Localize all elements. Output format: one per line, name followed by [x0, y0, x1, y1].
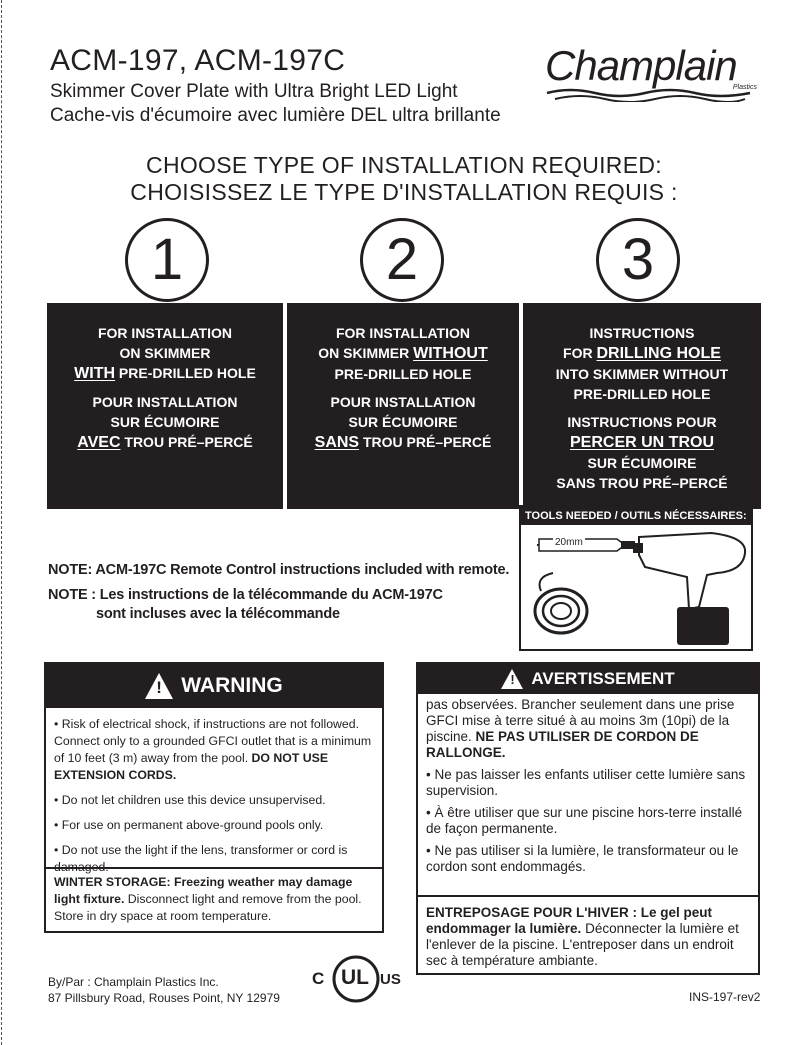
- cul-us-logo: [312, 945, 402, 1015]
- avertissement-box: [416, 662, 760, 975]
- option-1-fr-line3: [47, 432, 283, 453]
- avertissement-title: AVERTISSEMENT: [531, 669, 675, 688]
- ul-left-text: C: [312, 969, 325, 988]
- avertissement-bullet-3a: • À être utiliser que sur une piscine hors-terre installé: [426, 805, 743, 820]
- document-id: INS-197-rev2: [689, 990, 761, 1004]
- option-2-fr-line3: [287, 432, 519, 453]
- option-2-panel: [287, 303, 519, 509]
- option-2-fr-line1: POUR INSTALLATION: [330, 394, 476, 410]
- warning-bullet-1-text: • Risk of electrical shock, if instructions are not followed. Connect only to a grounded GFCI outlet that is a minimum of 10 feet (3 m) away from the pool.: [54, 717, 372, 765]
- warning-header: [46, 664, 382, 708]
- warning-bullet-3: • For use on permanent above-ground pools only.: [54, 818, 324, 832]
- option-2-fr-line3-rest: TROU PRÉ–PERCÉ: [359, 434, 492, 450]
- avertissement-bullet-1-text: pas observées. Brancher seulement dans une prise GFCI mise à terre situé à au moins 3m (10pi) de la piscine.: [426, 697, 735, 744]
- option-3-fr-line4: SANS TROU PRÉ–PERCÉ: [556, 475, 728, 491]
- tools-needed-box: [519, 505, 753, 651]
- option-1-fr-line3-rest: TROU PRÉ–PERCÉ: [120, 434, 253, 450]
- champlain-logo: [545, 42, 765, 102]
- logo-waves-icon: [545, 88, 760, 102]
- winter-storage-french-bold: ENTREPOSAGE POUR L'HIVER : Le gel peut endommager la lumière.: [426, 905, 712, 936]
- option-1-en-line1: FOR INSTALLATION: [97, 325, 233, 341]
- subtitle-french: Cache-vis d'écumoire avec lumière DEL ultra brillante: [50, 105, 501, 126]
- option-2-en-emphasis: WITHOUT: [413, 345, 488, 362]
- option-2-en-line3: PRE-DRILLED HOLE: [334, 366, 472, 382]
- avertissement-body: [418, 694, 758, 875]
- option-2-fr-line2: SUR ÉCUMOIRE: [348, 414, 458, 430]
- avertissement-triangle-icon: !: [501, 669, 523, 689]
- option-1-fr-line1: POUR INSTALLATION: [92, 394, 238, 410]
- option-3-panel: [523, 303, 761, 509]
- avertissement-bullet-3b: de façon permanente.: [426, 821, 558, 836]
- option-3-en-line4: PRE-DRILLED HOLE: [573, 386, 711, 402]
- warning-bullet-4: • Do not use the light if the lens, transformer or cord is damaged.: [54, 843, 348, 874]
- warning-box: [44, 662, 384, 933]
- company-address: 87 Pillsbury Road, Rouses Point, NY 12979: [48, 991, 280, 1005]
- option-2-en-line1: FOR INSTALLATION: [335, 325, 471, 341]
- ul-right-text: US: [380, 971, 401, 988]
- option-3-fr-line3: SUR ÉCUMOIRE: [587, 455, 697, 471]
- warning-bullet-1-bold: DO NOT USE EXTENSION CORDS.: [54, 751, 329, 782]
- ul-mid-text: UL: [341, 966, 369, 989]
- option-1-en-emphasis: WITH: [74, 365, 116, 382]
- choose-heading-french: CHOISISSEZ LE TYPE D'INSTALLATION REQUIS :: [130, 179, 678, 205]
- winter-storage-text: Disconnect light and remove from the pool. Store in dry space at room temperature.: [54, 892, 362, 923]
- note-french-line1: NOTE : Les instructions de la télécommande du ACM-197C: [48, 587, 443, 603]
- option-1-fr-emphasis: AVEC: [77, 434, 121, 451]
- choose-heading-english: CHOOSE TYPE OF INSTALLATION REQUIRED:: [146, 152, 662, 178]
- warning-bullet-1: [54, 716, 374, 784]
- option-3-en-line3: INTO SKIMMER WITHOUT: [555, 366, 729, 382]
- warning-triangle-icon: !: [145, 673, 173, 699]
- tools-heading: TOOLS NEEDED / OUTILS NÉCESSAIRES:: [521, 507, 751, 525]
- note-french-line2: sont incluses avec la télécommande: [96, 606, 340, 622]
- subtitle-english: Skimmer Cover Plate with Ultra Bright LED Light: [50, 81, 458, 102]
- avertissement-bullet-2: • Ne pas laisser les enfants utiliser cette lumière sans supervision.: [426, 767, 746, 798]
- option-2-en-line2: [287, 343, 519, 364]
- warning-body: [46, 708, 382, 876]
- avertissement-bullet-1-bold: NE PAS UTILISER DE CORDON DE RALLONGE.: [426, 729, 699, 760]
- avertissement-bullet-3: [426, 805, 750, 837]
- option-3-en-line1: INSTRUCTIONS: [589, 325, 695, 341]
- option-3-en-line2: [523, 343, 761, 364]
- winter-storage: [46, 867, 382, 931]
- option-2-en-line2-pre: ON SKIMMER: [318, 345, 414, 361]
- option-3-en-line2-pre: FOR: [563, 345, 597, 361]
- option-2-number: 2: [360, 218, 444, 302]
- avertissement-bullet-1: [426, 697, 750, 761]
- winter-storage-french-text: Déconnecter la lumière et l'enlever de la piscine. L'entreposer dans un endroit sec à température ambiante.: [426, 921, 739, 968]
- note-english: NOTE: ACM-197C Remote Control instructions included with remote.: [48, 562, 510, 578]
- option-3-fr-emphasis: PERCER UN TROU: [569, 434, 714, 451]
- model-title: ACM-197, ACM-197C: [50, 44, 346, 77]
- option-1-panel: [47, 303, 283, 509]
- winter-storage-french: [418, 895, 758, 973]
- option-2-fr-emphasis: SANS: [314, 434, 360, 451]
- avertissement-header: [418, 664, 758, 694]
- option-3-fr-line1: INSTRUCTIONS POUR: [567, 414, 717, 430]
- option-1-en-line2: ON SKIMMER: [119, 345, 211, 361]
- logo-wordmark: Champlain: [545, 42, 737, 89]
- logo-subtext: Plastics: [732, 84, 757, 91]
- avertissement-bullet-4: • Ne pas utiliser si la lumière, le transformateur ou le cordon sont endommagés.: [426, 843, 739, 874]
- option-3-number: 3: [596, 218, 680, 302]
- company-name: By/Par : Champlain Plastics Inc.: [48, 975, 219, 989]
- option-3-fr-line2: [523, 432, 761, 453]
- option-1-fr-line2: SUR ÉCUMOIRE: [110, 414, 220, 430]
- warning-bullet-2: • Do not let children use this device unsupervised.: [54, 793, 326, 807]
- option-1-number: 1: [125, 218, 209, 302]
- option-1-en-line3-rest: PRE-DRILLED HOLE: [115, 365, 256, 381]
- drill-bit-label: 20mm: [555, 537, 583, 548]
- option-3-en-emphasis: DRILLING HOLE: [596, 345, 721, 362]
- warning-title: WARNING: [181, 674, 283, 697]
- option-1-en-line3: [47, 363, 283, 384]
- winter-storage-bold: WINTER STORAGE: Freezing weather may damage light fixture.: [54, 875, 353, 906]
